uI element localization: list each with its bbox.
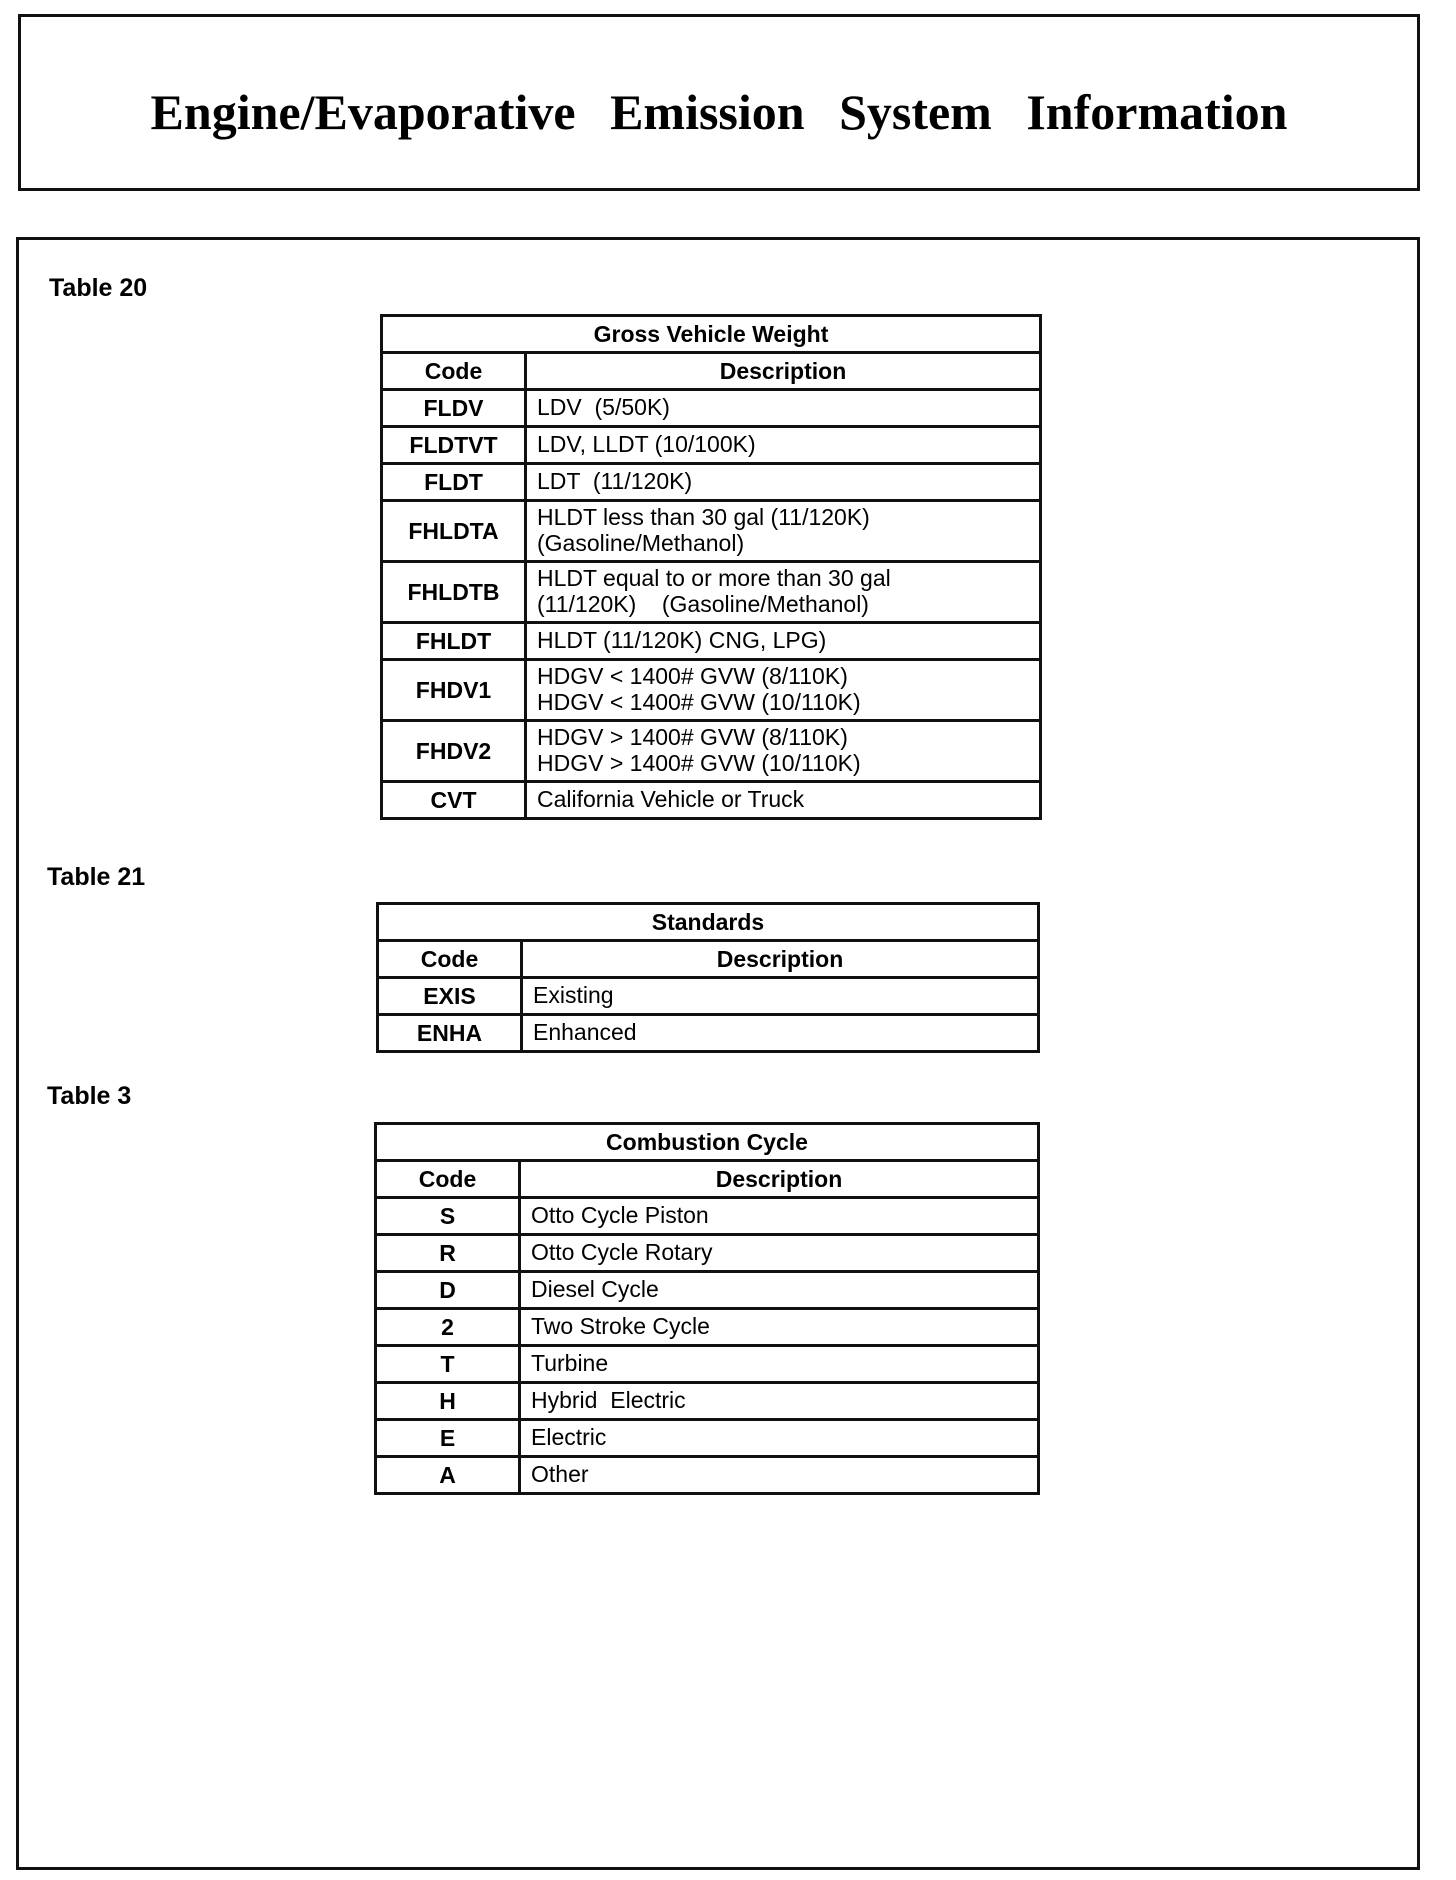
description-line: Other — [531, 1461, 589, 1488]
table-row — [376, 1383, 1039, 1420]
table-row — [376, 1346, 1039, 1383]
code-cell: E — [376, 1420, 520, 1457]
table-row — [382, 562, 1041, 623]
description-cell — [520, 1272, 1039, 1309]
code-column-header: Code — [378, 941, 522, 978]
description-cell — [522, 978, 1039, 1015]
description-cell — [520, 1235, 1039, 1272]
table-body — [378, 978, 1039, 1052]
code-cell: S — [376, 1198, 520, 1235]
table-row — [376, 1309, 1039, 1346]
code-cell: FLDTVT — [382, 427, 526, 464]
table-row — [378, 1015, 1039, 1052]
code-cell: A — [376, 1457, 520, 1494]
code-cell: FHLDT — [382, 623, 526, 660]
table-caption: Gross Vehicle Weight — [382, 316, 1041, 353]
description-line: HDGV > 1400# GVW (8/110K) — [537, 724, 848, 751]
table-caption: Combustion Cycle — [376, 1124, 1039, 1161]
code-cell: FHLDTA — [382, 501, 526, 562]
code-cell: T — [376, 1346, 520, 1383]
code-cell: FLDT — [382, 464, 526, 501]
description-cell — [520, 1457, 1039, 1494]
description-column-header: Description — [520, 1161, 1039, 1198]
table-row — [382, 623, 1041, 660]
description-line: HDGV < 1400# GVW (10/110K) — [537, 689, 861, 715]
description-cell — [526, 390, 1041, 427]
table-row — [382, 721, 1041, 782]
table-row — [376, 1235, 1039, 1272]
description-line: HLDT equal to or more than 30 gal — [537, 565, 891, 592]
table-3-label: Table 3 — [47, 1082, 132, 1110]
code-cell: FLDV — [382, 390, 526, 427]
table-caption: Standards — [378, 904, 1039, 941]
table-row — [378, 978, 1039, 1015]
code-cell: FHDV1 — [382, 660, 526, 721]
standards-table — [376, 902, 1040, 1053]
table-row — [382, 782, 1041, 819]
table-row — [382, 501, 1041, 562]
page-title: Engine/Evaporative Emission System Information — [150, 84, 1288, 140]
description-line: Electric — [531, 1424, 607, 1451]
description-line: California Vehicle or Truck — [537, 786, 805, 813]
description-cell — [520, 1309, 1039, 1346]
gross-vehicle-weight-table — [380, 314, 1042, 820]
description-cell — [526, 562, 1041, 623]
table-row — [382, 660, 1041, 721]
code-cell: D — [376, 1272, 520, 1309]
code-cell: FHDV2 — [382, 721, 526, 782]
description-line: Turbine — [531, 1350, 609, 1377]
code-cell: ENHA — [378, 1015, 522, 1052]
description-cell — [522, 1015, 1039, 1052]
description-cell — [526, 721, 1041, 782]
description-cell — [526, 660, 1041, 721]
description-line: HLDT less than 30 gal (11/120K) — [537, 504, 870, 531]
description-line: Two Stroke Cycle — [531, 1313, 710, 1340]
table-row — [382, 427, 1041, 464]
description-line: Enhanced — [533, 1019, 637, 1046]
description-cell — [526, 464, 1041, 501]
description-cell — [520, 1420, 1039, 1457]
description-cell — [520, 1346, 1039, 1383]
description-line: (Gasoline/Methanol) — [537, 530, 745, 556]
description-line: Hybrid Electric — [531, 1387, 686, 1414]
description-line: Diesel Cycle — [531, 1276, 659, 1303]
code-column-header: Code — [382, 353, 526, 390]
table-row — [376, 1198, 1039, 1235]
description-line: HLDT (11/120K) CNG, LPG) — [537, 627, 827, 654]
description-line: HDGV > 1400# GVW (10/110K) — [537, 750, 861, 776]
table-row — [376, 1457, 1039, 1494]
table-row — [382, 464, 1041, 501]
description-cell — [520, 1383, 1039, 1420]
description-line: Otto Cycle Rotary — [531, 1239, 713, 1266]
table-20-label: Table 20 — [49, 274, 148, 302]
table-row — [382, 390, 1041, 427]
code-cell: CVT — [382, 782, 526, 819]
code-column-header: Code — [376, 1161, 520, 1198]
table-row — [376, 1420, 1039, 1457]
combustion-cycle-table — [374, 1122, 1040, 1495]
description-line: LDT (11/120K) — [537, 468, 693, 495]
description-line: Existing — [533, 982, 614, 1009]
table-row — [376, 1272, 1039, 1309]
description-line: LDV (5/50K) — [537, 394, 670, 421]
code-cell: R — [376, 1235, 520, 1272]
table-body — [382, 390, 1041, 819]
description-cell — [526, 623, 1041, 660]
code-cell: 2 — [376, 1309, 520, 1346]
description-cell — [526, 782, 1041, 819]
code-cell: H — [376, 1383, 520, 1420]
code-cell: EXIS — [378, 978, 522, 1015]
description-line: LDV, LLDT (10/100K) — [537, 431, 756, 458]
description-line: Otto Cycle Piston — [531, 1202, 709, 1229]
table-body — [376, 1198, 1039, 1494]
title-banner — [18, 14, 1420, 191]
description-line: HDGV < 1400# GVW (8/110K) — [537, 663, 848, 690]
description-cell — [526, 427, 1041, 464]
description-line: (11/120K) (Gasoline/Methanol) — [537, 591, 869, 617]
description-cell — [520, 1198, 1039, 1235]
description-column-header: Description — [522, 941, 1039, 978]
code-cell: FHLDTB — [382, 562, 526, 623]
description-column-header: Description — [526, 353, 1041, 390]
table-21-label: Table 21 — [47, 863, 146, 891]
description-cell — [526, 501, 1041, 562]
